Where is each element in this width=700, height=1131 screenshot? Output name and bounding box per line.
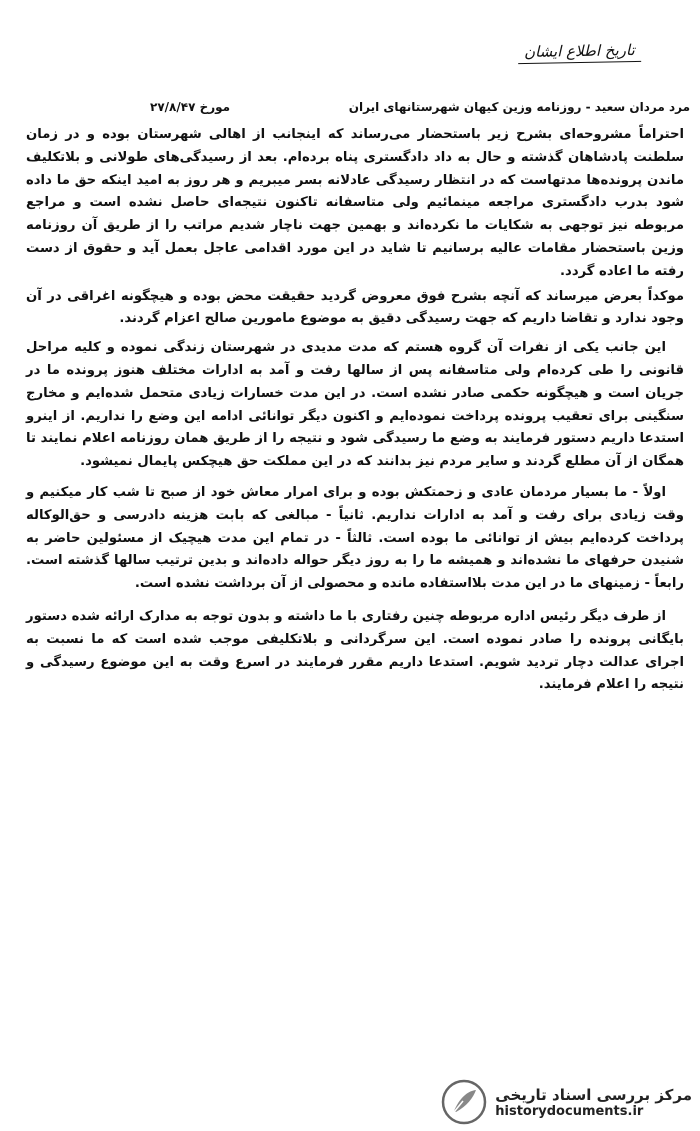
document-header <box>150 100 690 114</box>
paragraph-4: اولاً - ما بسیار مردمان عادی و زحمتکش بوده و برای امرار معاش خود از صبح تا شب کار میکنیم و وقت زیادی برای رفت و آمد به ادارات نداریم. ثانیاً - مبالغی که بابت هزینه دادرسی و حق‌الوکاله پرداخت کرده‌ایم بیش از توانائی ما بوده است. ثالثاً - در تمام این مدت هیچیک از مسئولین حاضر به شنیدن حرفهای ما نشده‌اند و همیشه ما را به روز دیگر حواله داده‌اند و بدین ترتیب سالها گذشته است. رابعاً - زمینهای ما در این مدت بلااستفاده مانده و محصولی از آن برداشت نشده است. <box>26 484 684 592</box>
header-title: مرد مردان سعید - روزنامه وزین کیهان شهرستانهای ایران <box>348 100 690 114</box>
quill-emblem-icon <box>441 1079 487 1125</box>
paragraph-5: از طرف دیگر رئیس اداره مربوطه چنین رفتاری با ما داشته و بدون توجه به مدارک ارائه شده دستور بایگانی پرونده را صادر نموده است. این سرگردانی و بلاتکلیفی موجب شده است که ما نسبت به اجرای عدالت دچار تردید شویم. استدعا داریم مقرر فرمایند در اسرع وقت به این موضوع رسیدگی و نتیجه را اعلام فرمایند. <box>26 608 684 693</box>
archive-watermark <box>441 1079 692 1125</box>
handwritten-note: تاریخ اطلاع ایشان <box>518 41 641 64</box>
watermark-name: مرکز بررسی اسناد تاریخی <box>495 1085 692 1104</box>
watermark-site: historydocuments.ir <box>495 1103 644 1119</box>
paragraph-3: این جانب یکی از نفرات آن گروه هستم که مدت مدیدی در شهرستان زندگی نموده و کلیه مراحل قانونی را طی کرده‌ام ولی متاسفانه پس از سالها رفت و آمد به ادارات مختلف هنوز پرونده ما در جریان است و هیچگونه حکمی صادر نشده است. در این مدت خسارات زیادی متحمل شده‌ایم و مخارج سنگینی برای تعقیب پرونده پرداخت نموده‌ایم و اکنون دیگر توانائی ادامه این وضع را نداریم. از اینرو استدعا داریم دستور فرمایند به وضع ما رسیدگی شود و نتیجه را از طریق همان روزنامه اعلام نمایند تا همگان از آن مطلع گردند و سایر مردم نیز بدانند که در این مملکت حق هیچکس پایمال نمیشود. <box>26 340 684 470</box>
document-body <box>26 124 684 699</box>
paragraph-1: احتراماً مشروحه‌ای بشرح زیر باستحضار می‌رساند که اینجانب از اهالی شهرستان بوده و در زمان سلطنت پادشاهان گذشته و حال به داد دادگستری پناه برده‌ام. بعد از رسیدگی‌های طولانی و بلاتکلیف ماندن پرونده‌ها مدتهاست که در انتظار رسیدگی عادلانه بسر میبریم و هر روز به امید اینکه حق ما داده شود بدرب دادگستری مراجعه مینمائیم ولی متاسفانه تاکنون نتیجه‌ای حاصل نشده است و مراجع مربوطه نیز توجهی به شکایات ما نکرده‌اند و بهمین جهت ناچار شدیم مراتب را از طریق آن روزنامه وزین باستحضار مقامات عالیه برسانیم تا شاید در این مورد اقدامی عاجل بعمل آید و حقوق از دست رفته ما اعاده گردد. <box>26 127 684 279</box>
paragraph-2: موکداً بعرض میرساند که آنچه بشرح فوق معروض گردید حقیقت محض بوده و هیچگونه اغراقی در آن وجود ندارد و تقاضا داریم که جهت رسیدگی دقیق به موضوع مامورین صالح اعزام گردند. <box>26 288 684 327</box>
header-date: مورخ ۲۷/۸/۴۷ <box>150 100 231 114</box>
